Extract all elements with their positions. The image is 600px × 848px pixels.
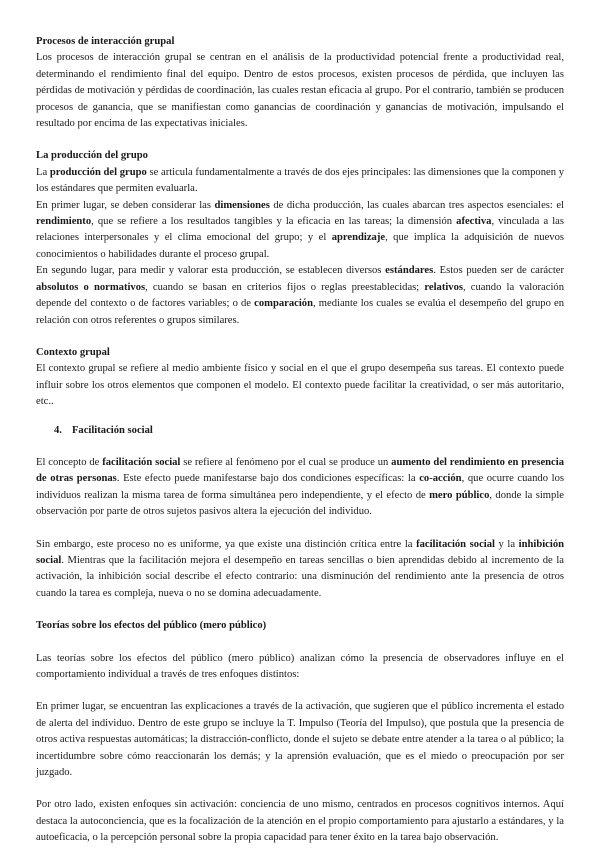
heading-facilitacion-social xyxy=(36,423,564,439)
paragraph-facilitacion-inhibicion: Sin embargo, este proceso no es uniforme, ya que existe una distinción crítica entre la facilitación social y la inhibición social. Mientras que la facilitación mejora el desempeño en tareas sencillas o bien aprendidas debido al incremento de la activación, la inhibición social describe el efecto contrario: una disminución del rendimiento ante la presencia de otros cuando la tarea es compleja, nueva o no se domina adecuadamente. xyxy=(36,538,565,599)
paragraph-produccion-dimensiones: En primer lugar, se deben considerar las dimensiones de dicha producción, las cuales abarcan tres aspectos esenciales: el rendimiento, que se refiere a los resultados tangibles y la eficacia en las tareas; la dimensión afectiva, vinculada a las relaciones interpersonales y el clima emocional del grupo; y el aprendizaje, que implica la adquisición de nuevos conocimientos o habilidades durante el proceso grupal. xyxy=(36,199,564,260)
paragraph-produccion-estandares: En segundo lugar, para medir y valorar esta producción, se establecen diversos estándares. Estos pueden ser de carácter absolutos o normativos, cuando se basan en criterios fijos o reglas preestablecidas; relativos, cuando la valoración depende del contexto o de factores variables; o de comparación, mediante los cuales se evalúa el desempeño del grupo en relación con otros referentes o grupos similares. xyxy=(36,265,564,326)
paragraph-teorias-sin-activacion: Por otro lado, existen enfoques sin activación: conciencia de uno mismo, centrados en procesos cognitivos internos. Aquí destaca la autoconciencia, que es la focalización de la atención en el propio comportamiento para ajustarlo a estándares, y la autoeficacia, o la percepción personal sobre la propia capacidad para tener éxito en la tarea bajo observación. xyxy=(36,799,564,844)
heading-teorias-publico: Teorías sobre los efectos del público (mero público) xyxy=(36,620,267,632)
heading-procesos-interaccion: Procesos de interacción grupal xyxy=(36,36,175,47)
paragraph-teorias-activacion: En primer lugar, se encuentran las explicaciones a través de la activación, que sugieren que el público incrementa el estado de alerta del individuo. Dentro de este grupo se incluye la T. Impulso (Teoría del Impulso), que postula que la presencia de otros activa respuestas automáticas; la distracción-conflicto, donde el sujeto se debate entre atender a la tarea o al público; la incertidumbre sobre cómo reaccionarán los demás; y la aprensión evaluación, que es el miedo o preocupación por ser juzgado. xyxy=(36,701,564,779)
paragraph-procesos-interaccion: Los procesos de interacción grupal se centran en el análisis de la productividad potencial frente a productividad real, determinando el rendimiento final del equipo. Dentro de estos procesos, existen procesos de pérdida, que incluyen las pérdidas de motivación y pérdidas de coordinación, las cuales restan eficacia al grupo. Por el contrario, también se producen procesos de ganancia, que se manifiestan como ganancias de coordinación y ganancias de motivación, impulsando el resultado por encima de las expectativas iniciales. xyxy=(36,52,564,130)
paragraph-teorias-intro: Las teorías sobre los efectos del público (mero público) analizan cómo la presencia de observadores influye en el comportamiento individual a través de tres enfoques distintos: xyxy=(36,652,564,680)
section-number: 4. xyxy=(54,424,62,436)
paragraph-contexto-grupal: El contexto grupal se refiere al medio ambiente físico y social en el que el grupo desempeña sus tareas. El contexto puede influir sobre los otros elementos que componen el modelo. El contexto puede facilitar la creatividad, o ser más autoritario, etc.. xyxy=(36,363,564,408)
paragraph-facilitacion-concepto: El concepto de facilitación social se refiere al fenómeno por el cual se produce un aumento del rendimiento en presencia de otras personas. Este efecto puede manifestarse bajo dos condiciones específicas: la co-acción, que ocurre cuando los individuos realizan la misma tarea de forma simultánea pero independiente, y el efecto de mero público, donde la simple observación por parte de otros sujetos pasivos altera la ejecución del individuo. xyxy=(36,456,565,518)
document-page xyxy=(36,34,564,847)
section-title: Facilitación social xyxy=(71,424,153,436)
paragraph-produccion-intro: La producción del grupo se articula fundamentalmente a través de dos ejes principales: las dimensiones que la componen y los estándares que permiten evaluarla. xyxy=(36,166,564,195)
heading-contexto-grupal: Contexto grupal xyxy=(36,346,110,358)
heading-produccion-grupo: La producción del grupo xyxy=(36,150,148,162)
